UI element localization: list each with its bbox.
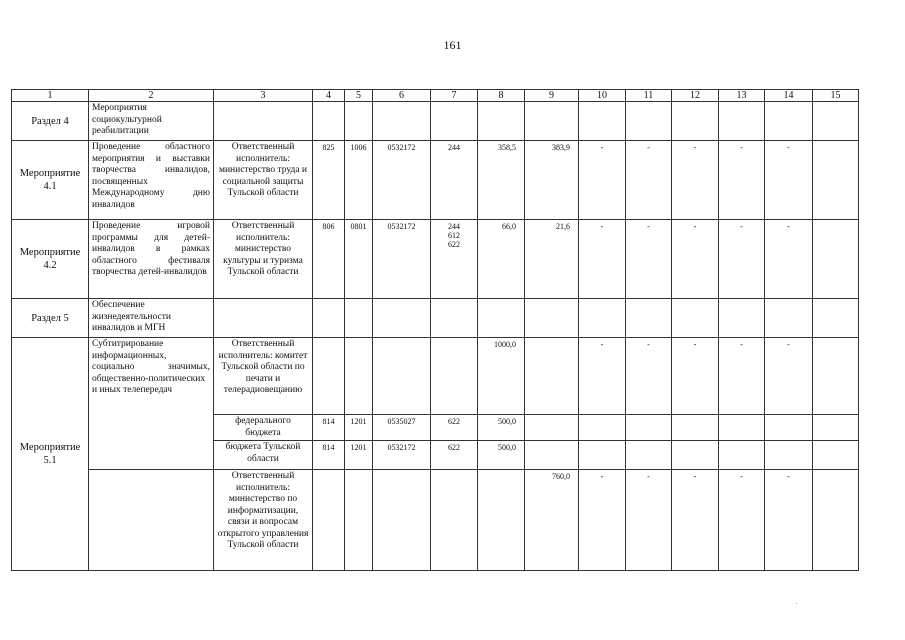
header-cell: 2 xyxy=(89,90,214,102)
dash-cell: - xyxy=(579,470,626,571)
dash-cell: - xyxy=(765,338,813,415)
amount-cell: 500,0 xyxy=(478,415,525,441)
amount-cell: 760,0 xyxy=(525,470,579,571)
header-cell: 3 xyxy=(214,90,313,102)
expense-type: 612 xyxy=(448,231,460,240)
code-cell: 1201 xyxy=(345,415,373,441)
dash-cell: - xyxy=(626,470,672,571)
program-table xyxy=(11,89,859,571)
funding-source: бюджета Тульской области xyxy=(214,441,313,470)
header-cell: 7 xyxy=(431,90,478,102)
dash-cell: - xyxy=(626,338,672,415)
expense-type: 622 xyxy=(448,240,460,249)
dash-cell: - xyxy=(719,338,765,415)
dash-cell: - xyxy=(672,220,719,299)
code-cell: 1006 xyxy=(345,141,373,220)
dash-cell: - xyxy=(765,220,813,299)
activity-label: Мероприятие 4.1 xyxy=(12,141,89,220)
code-cell: 622 xyxy=(431,415,478,441)
dash-cell: - xyxy=(626,220,672,299)
amount-cell: 66,0 xyxy=(478,220,525,299)
dash-cell: - xyxy=(672,141,719,220)
dash-cell: - xyxy=(765,470,813,571)
dash-cell: - xyxy=(719,220,765,299)
scan-speck xyxy=(796,603,797,604)
header-cell: 6 xyxy=(373,90,431,102)
code-cell: 0535027 xyxy=(373,415,431,441)
header-cell: 5 xyxy=(345,90,373,102)
code-cell: 0801 xyxy=(345,220,373,299)
code-cell: 0532172 xyxy=(373,220,431,299)
header-cell: 10 xyxy=(579,90,626,102)
activity-description: Субтитрирование информационных, социально значимых, общественно-политических и иных телепередач xyxy=(89,338,214,470)
activity-row xyxy=(12,141,859,220)
code-cell: 825 xyxy=(313,141,345,220)
header-cell: 1 xyxy=(12,90,89,102)
code-cell: 0532172 xyxy=(373,441,431,470)
activity-description: Проведение областного мероприятия и выставки творчества инвалидов, посвященных Международному дню инвалидов xyxy=(89,141,214,220)
code-cell: 622 xyxy=(431,441,478,470)
code-cell: 806 xyxy=(313,220,345,299)
dash-cell: - xyxy=(719,470,765,571)
code-cell: 814 xyxy=(313,441,345,470)
code-cell: 244 xyxy=(431,141,478,220)
dash-cell: - xyxy=(626,141,672,220)
activity-label: Мероприятие 5.1 xyxy=(12,338,89,571)
dash-cell: - xyxy=(579,220,626,299)
amount-cell: 1000,0 xyxy=(478,338,525,415)
dash-cell: - xyxy=(719,141,765,220)
executor: Ответственный исполнитель: министерство культуры и туризма Тульской области xyxy=(214,220,313,299)
section-title: Обеспечение жизнедеятельности инвалидов и МГН xyxy=(89,299,214,338)
dash-cell: - xyxy=(765,141,813,220)
amount-cell: 21,6 xyxy=(525,220,579,299)
header-cell: 13 xyxy=(719,90,765,102)
executor: Ответственный исполнитель: министерство по информатизации, связи и вопросам открытого управления Тульской области xyxy=(214,470,313,571)
code-cell: 1201 xyxy=(345,441,373,470)
section-title: Мероприятия социокультурной реабилитации xyxy=(89,102,214,141)
activity-row xyxy=(12,470,859,571)
activity-row xyxy=(12,220,859,299)
amount-cell: 500,0 xyxy=(478,441,525,470)
dash-cell: - xyxy=(579,141,626,220)
header-cell: 11 xyxy=(626,90,672,102)
activity-label: Мероприятие 4.2 xyxy=(12,220,89,299)
header-row xyxy=(12,90,859,102)
section-row xyxy=(12,299,859,338)
dash-cell: - xyxy=(672,470,719,571)
section-label: Раздел 4 xyxy=(12,102,89,141)
header-cell: 8 xyxy=(478,90,525,102)
code-cell: 814 xyxy=(313,415,345,441)
header-cell: 4 xyxy=(313,90,345,102)
code-cell: 0532172 xyxy=(373,141,431,220)
section-row xyxy=(12,102,859,141)
dash-cell: - xyxy=(579,338,626,415)
header-cell: 14 xyxy=(765,90,813,102)
header-cell: 12 xyxy=(672,90,719,102)
funding-source: федерального бюджета xyxy=(214,415,313,441)
activity-description: Проведение игровой программы для детей-инвалидов в рамках областного фестиваля творчества детей-инвалидов xyxy=(89,220,214,299)
expense-type: 244 xyxy=(448,222,460,231)
activity-row xyxy=(12,338,859,415)
code-cell xyxy=(431,220,478,299)
dash-cell: - xyxy=(672,338,719,415)
header-cell: 15 xyxy=(813,90,859,102)
executor: Ответственный исполнитель: министерство труда и социальной защиты Тульской области xyxy=(214,141,313,220)
amount-cell: 358,5 xyxy=(478,141,525,220)
header-cell: 9 xyxy=(525,90,579,102)
page-number: 161 xyxy=(443,38,462,52)
amount-cell: 383,9 xyxy=(525,141,579,220)
executor: Ответственный исполнитель: комитет Тульской области по печати и телерадиовещанию xyxy=(214,338,313,415)
section-label: Раздел 5 xyxy=(12,299,89,338)
